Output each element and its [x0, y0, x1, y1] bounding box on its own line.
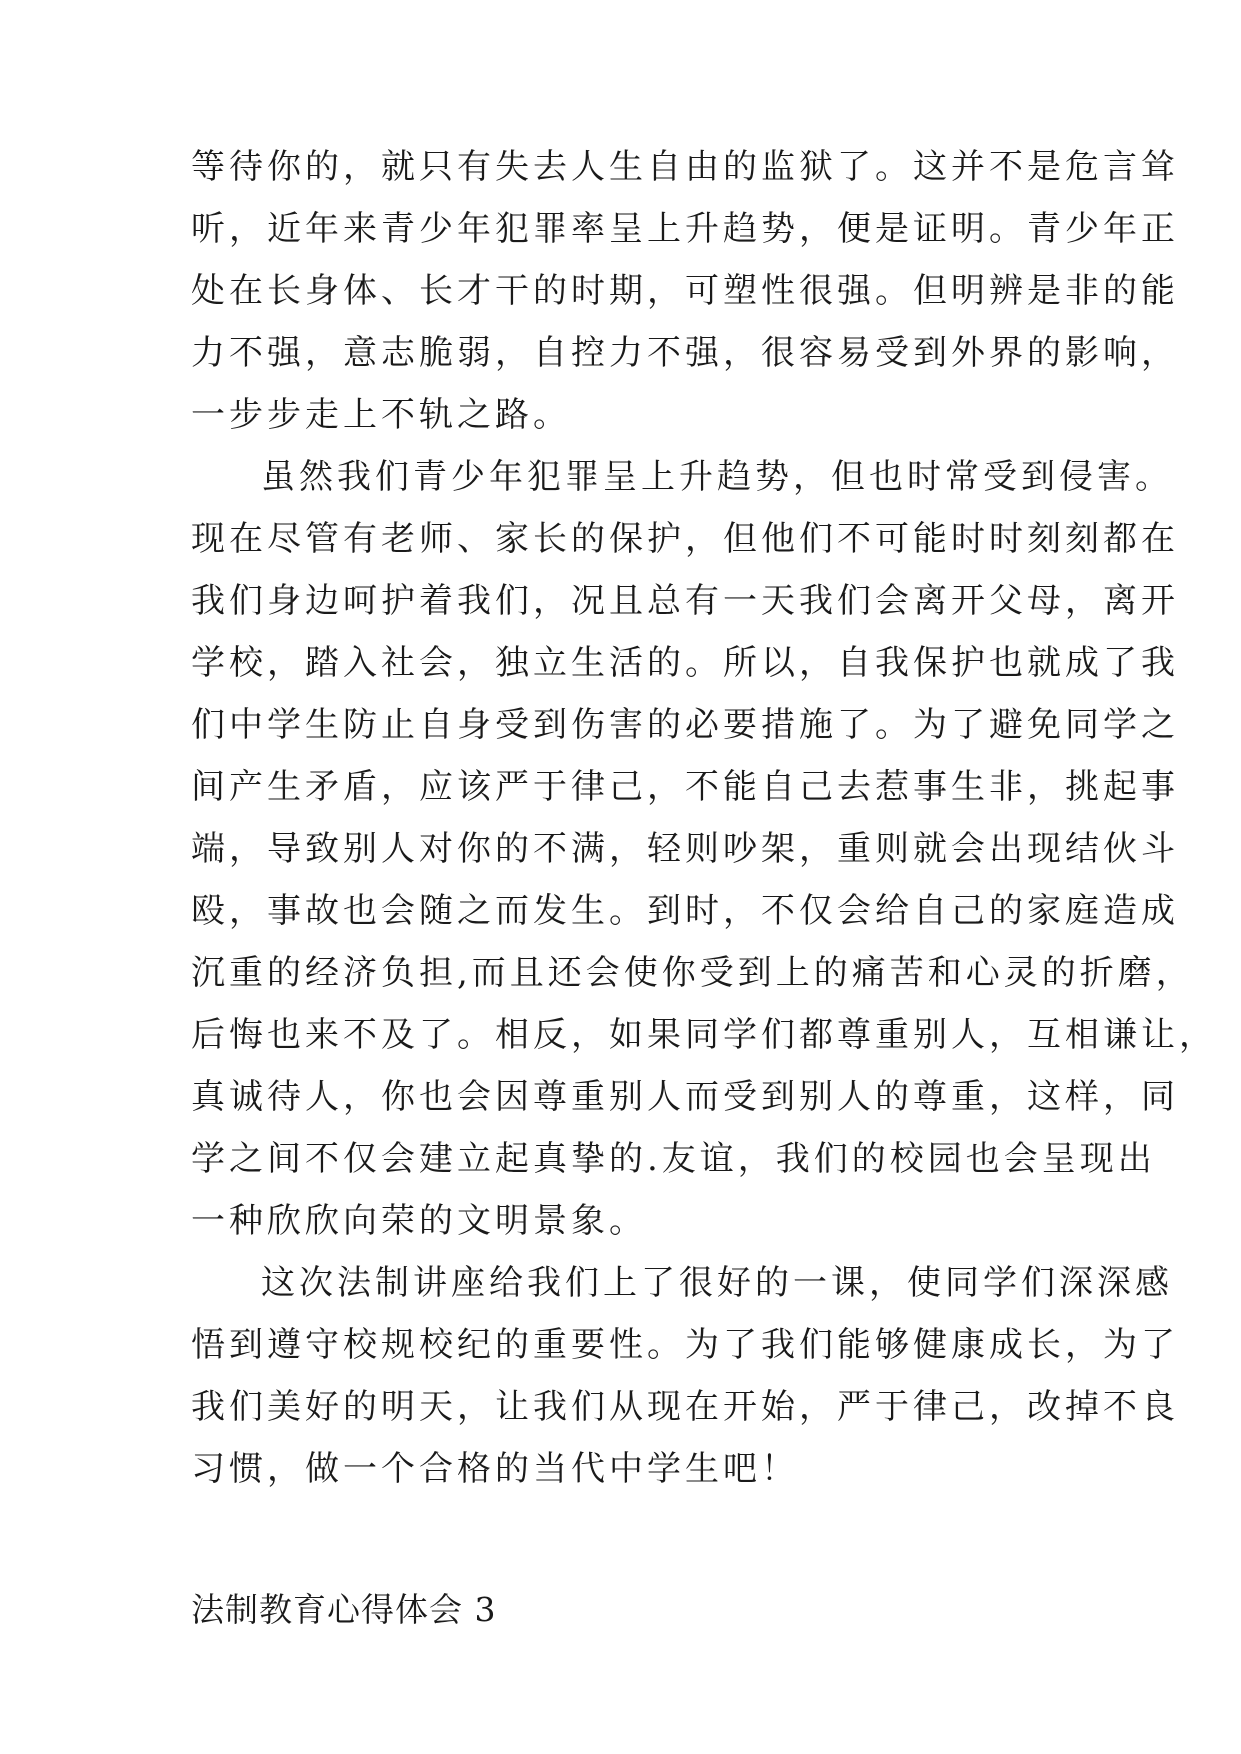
paragraph-line: 力不强，意志脆弱，自控力不强，很容易受到外界的影响， [191, 333, 1179, 373]
paragraph-line: 现在尽管有老师、家长的保护，但他们不可能时时刻刻都在 [191, 519, 1179, 559]
paragraph-line: 我们美好的明天，让我们从现在开始，严于律己，改掉不良 [191, 1387, 1179, 1427]
paragraph-line: 间产生矛盾，应该严于律己，不能自己去惹事生非，挑起事 [191, 767, 1179, 807]
paragraph-line: 习惯，做一个合格的当代中学生吧！ [191, 1449, 799, 1489]
paragraph-line: 端，导致别人对你的不满，轻则吵架，重则就会出现结伙斗 [191, 829, 1179, 869]
paragraph-line: 虽然我们青少年犯罪呈上升趋势，但也时常受到侵害。 [261, 457, 1173, 497]
paragraph-line: 真诚待人，你也会因尊重别人而受到别人的尊重，这样，同 [191, 1077, 1179, 1117]
paragraph-line: 等待你的，就只有失去人生自由的监狱了。这并不是危言耸 [191, 147, 1179, 187]
paragraph-line: 处在长身体、长才干的时期，可塑性很强。但明辨是非的能 [191, 271, 1179, 311]
paragraph-line: 我们身边呵护着我们，况且总有一天我们会离开父母，离开 [191, 581, 1179, 621]
paragraph-line: 悟到遵守校规校纪的重要性。为了我们能够健康成长，为了 [191, 1325, 1179, 1365]
paragraph-line: 听，近年来青少年犯罪率呈上升趋势，便是证明。青少年正 [191, 209, 1179, 249]
section-heading: 法制教育心得体会 3 [191, 1590, 497, 1629]
paragraph-line: 殴，事故也会随之而发生。到时，不仅会给自己的家庭造成 [191, 891, 1179, 931]
paragraph-line: 们中学生防止自身受到伤害的必要措施了。为了避免同学之 [191, 705, 1179, 745]
paragraph-line: 一种欣欣向荣的文明景象。 [191, 1201, 647, 1241]
paragraph-line: 学之间不仅会建立起真挚的.友谊，我们的校园也会呈现出 [191, 1139, 1156, 1179]
paragraph-line: 一步步走上不轨之路。 [191, 395, 571, 435]
paragraph-line: 这次法制讲座给我们上了很好的一课，使同学们深深感 [261, 1263, 1173, 1303]
paragraph-line: 学校，踏入社会，独立生活的。所以，自我保护也就成了我 [191, 643, 1179, 683]
paragraph-line: 后悔也来不及了。相反，如果同学们都尊重别人，互相谦让， [191, 1015, 1217, 1055]
paragraph-line: 沉重的经济负担,而且还会使你受到上的痛苦和心灵的折磨， [191, 953, 1194, 993]
